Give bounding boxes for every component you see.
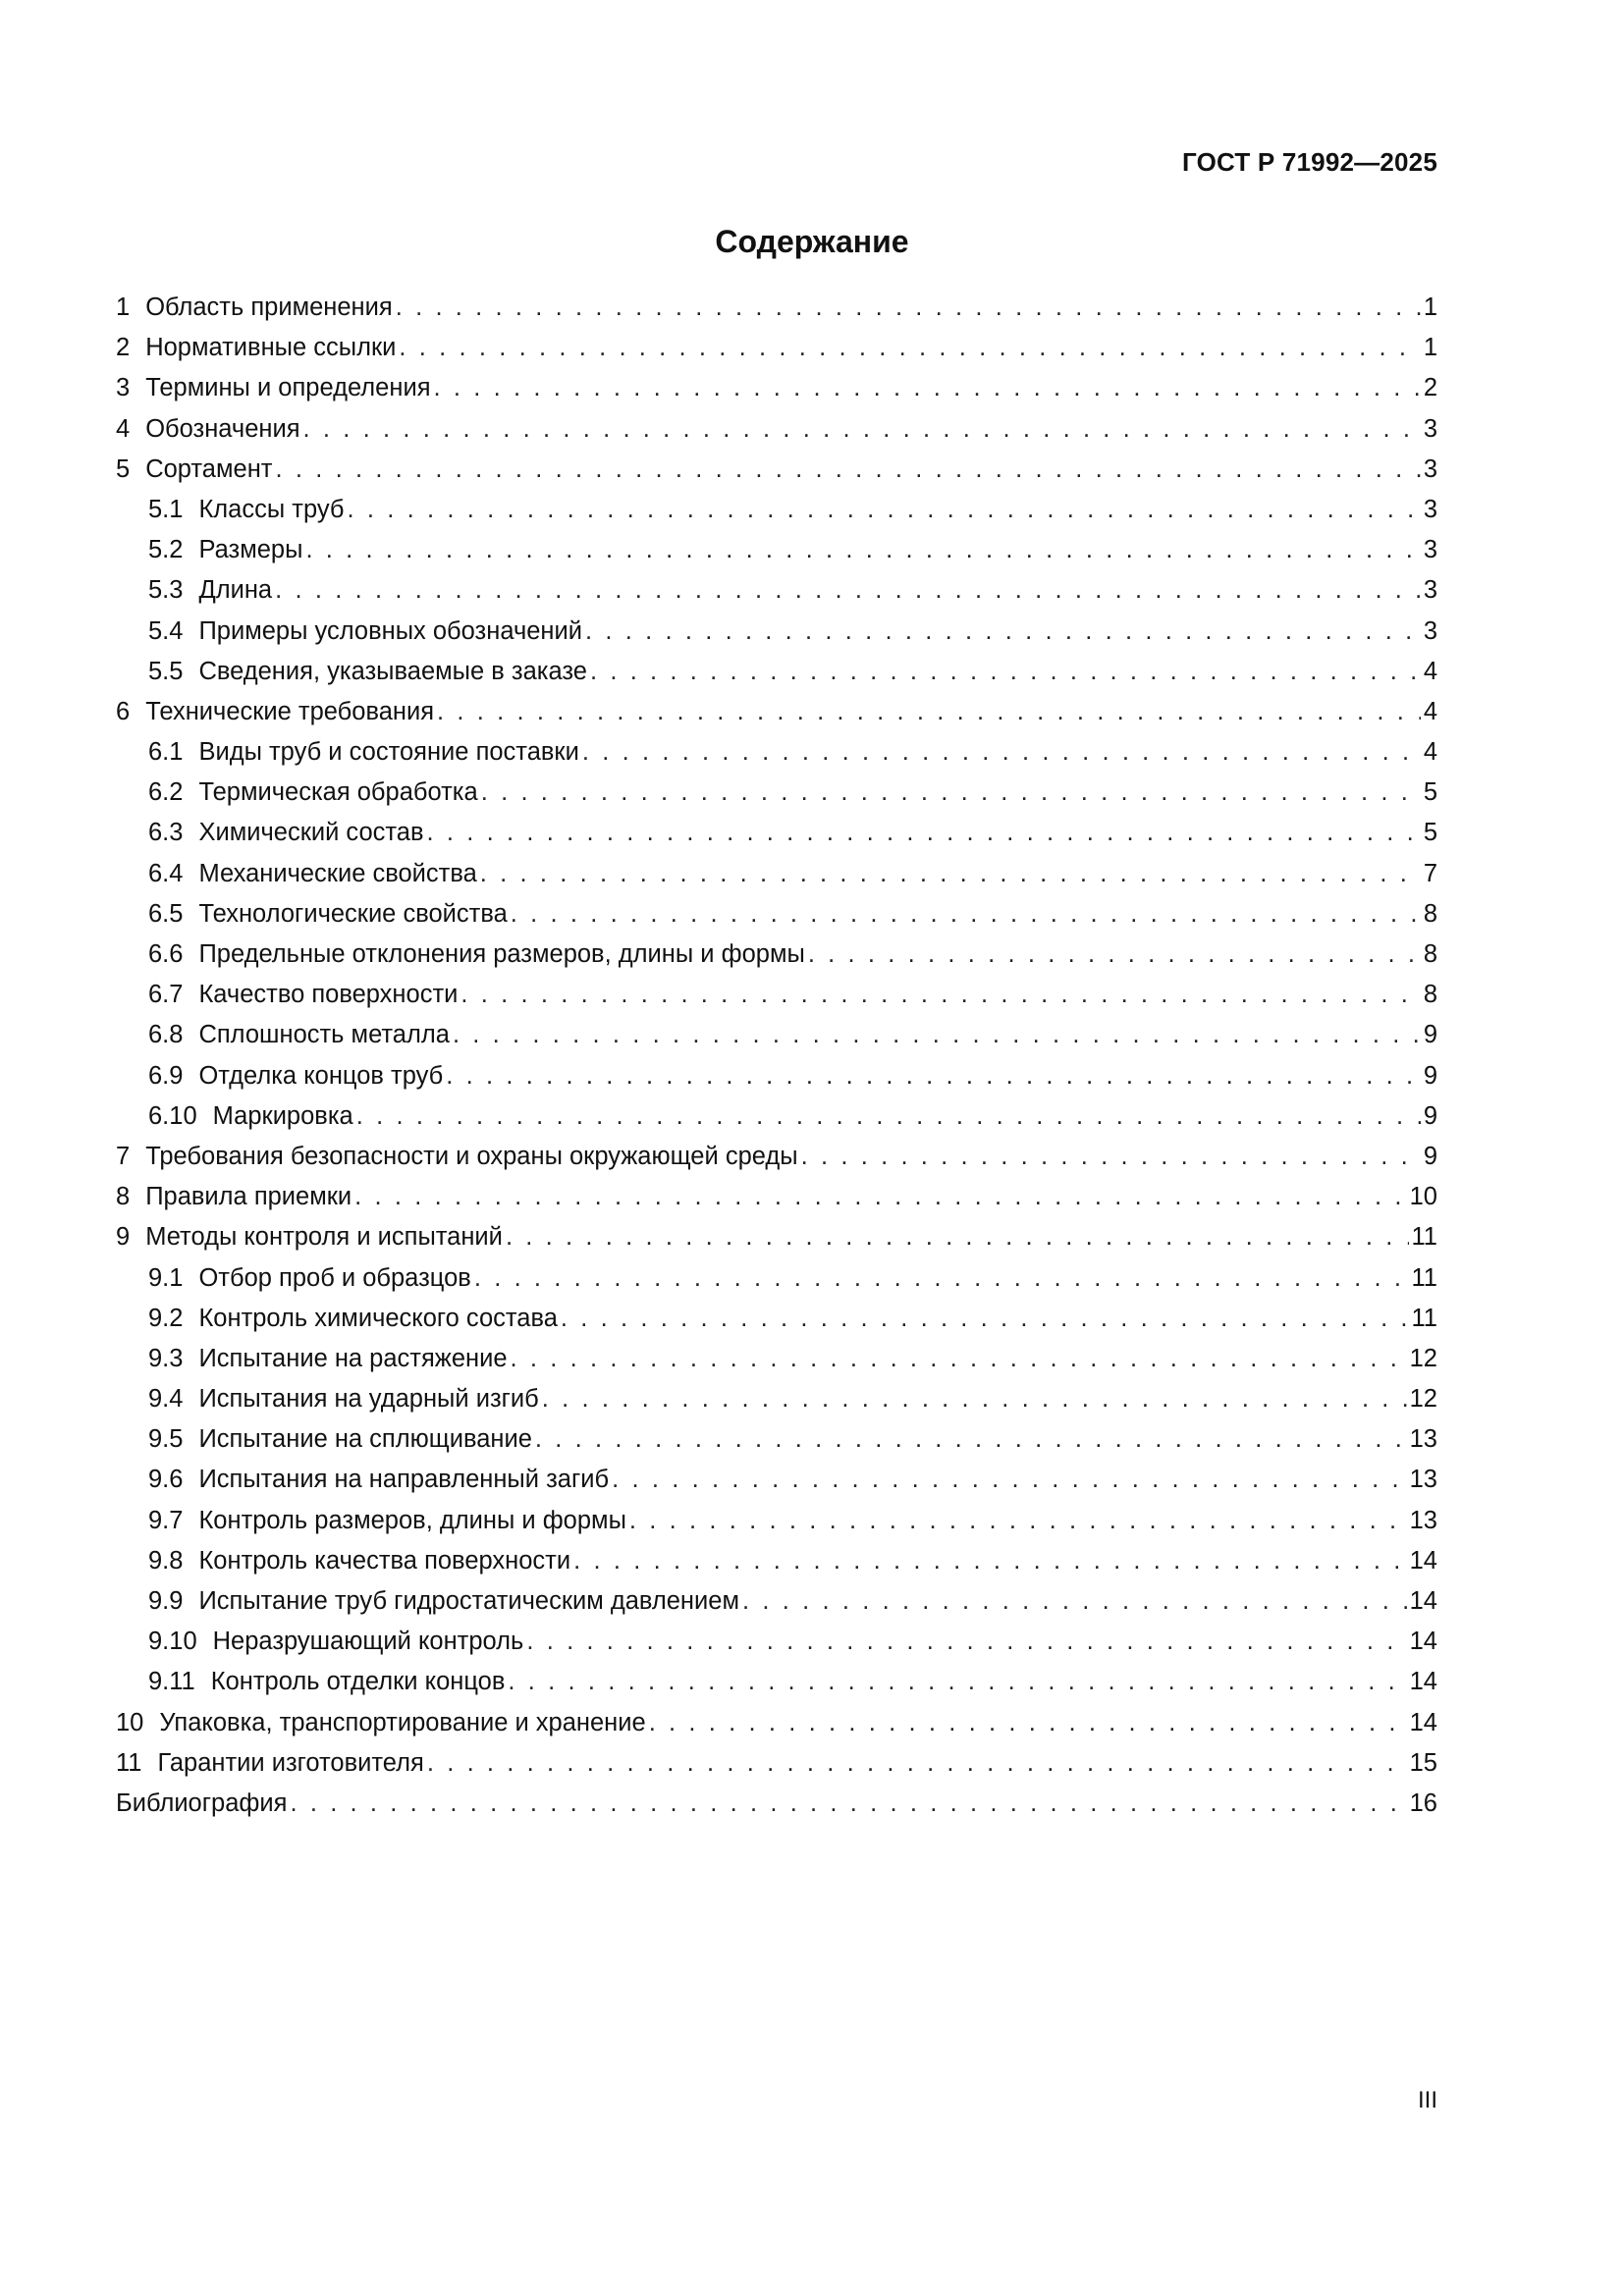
toc-entry-page: 12 — [1409, 1385, 1437, 1414]
toc-title: Содержание — [715, 224, 909, 259]
toc-entry-page: 1 — [1423, 334, 1437, 362]
toc-entry-page: 11 — [1411, 1263, 1437, 1292]
toc-entry-title: Химический состав — [198, 819, 424, 847]
toc-entry-title: Технические требования — [145, 697, 435, 725]
toc-entry-number: 5.5 — [148, 657, 184, 685]
toc-entry-number: 5.1 — [148, 495, 184, 523]
toc-entry[interactable] — [116, 1541, 1437, 1581]
toc-entry-page: 15 — [1409, 1748, 1437, 1777]
toc-dot-leader — [356, 1096, 1421, 1137]
toc-entry-page: 1 — [1423, 294, 1437, 321]
toc-dot-leader — [460, 975, 1420, 1015]
toc-dot-leader — [434, 368, 1421, 408]
toc-entry[interactable] — [116, 1299, 1437, 1339]
toc-entry[interactable] — [116, 1096, 1437, 1137]
toc-entry-page: 2 — [1423, 374, 1437, 402]
toc-entry-page: 14 — [1409, 1668, 1437, 1696]
toc-entry-number: 6.5 — [148, 899, 184, 928]
toc-entry-page: 3 — [1423, 576, 1437, 605]
toc-entry-page: 3 — [1423, 495, 1437, 523]
toc-entry-page: 13 — [1409, 1466, 1437, 1494]
toc-entry[interactable] — [116, 1501, 1437, 1541]
toc-dot-leader — [275, 450, 1420, 490]
toc-entry-title: Нормативные ссылки — [145, 334, 397, 362]
toc-entry[interactable] — [116, 1703, 1437, 1743]
toc-entry[interactable] — [116, 1056, 1437, 1096]
toc-entry-title: Предельные отклонения размеров, длины и формы — [198, 940, 805, 968]
toc-entry[interactable] — [116, 1622, 1437, 1662]
toc-entry-title: Неразрушающий контроль — [212, 1628, 524, 1656]
toc-entry[interactable] — [116, 1460, 1437, 1500]
toc-entry-page: 11 — [1411, 1223, 1437, 1252]
toc-entry-title: Термическая обработка — [198, 778, 478, 807]
toc-entry-page: 13 — [1409, 1506, 1437, 1534]
toc-dot-leader — [303, 409, 1421, 450]
toc-dot-leader — [348, 490, 1421, 530]
toc-entry-number: 9.8 — [148, 1546, 184, 1575]
toc-entry[interactable] — [116, 1217, 1437, 1257]
toc-dot-leader — [305, 530, 1420, 570]
toc-entry-page: 3 — [1423, 454, 1437, 483]
toc-dot-leader — [629, 1501, 1407, 1541]
toc-dot-leader — [480, 854, 1421, 894]
toc-entry-page: 8 — [1423, 940, 1437, 968]
toc-entry-number: 9.10 — [148, 1628, 197, 1656]
toc-entry-number: 6.9 — [148, 1061, 184, 1090]
toc-entry-number: 6.8 — [148, 1021, 184, 1049]
toc-entry[interactable] — [116, 1784, 1437, 1824]
toc-entry-title: Методы контроля и испытаний — [145, 1223, 503, 1252]
toc-entry[interactable] — [116, 652, 1437, 692]
toc-entry-number: 9.5 — [148, 1425, 184, 1454]
toc-entry-title: Сортамент — [145, 454, 273, 483]
toc-entry-title: Контроль размеров, длины и формы — [198, 1506, 626, 1534]
toc-entry-title: Маркировка — [212, 1101, 353, 1130]
toc-entry-number: 6.6 — [148, 940, 184, 968]
page-number: III — [1417, 2087, 1437, 2113]
toc-dot-leader — [508, 1662, 1406, 1702]
toc-entry-number: 7 — [116, 1142, 131, 1170]
toc-entry-title: Механические свойства — [198, 859, 477, 887]
toc-entry-page: 13 — [1409, 1425, 1437, 1454]
toc-entry-title: Отделка концов труб — [198, 1061, 444, 1090]
toc-entry-page: 7 — [1423, 859, 1437, 887]
toc-dot-leader — [506, 1217, 1409, 1257]
toc-entry-number: 5.3 — [148, 576, 184, 605]
toc-entry-title: Испытание на сплющивание — [198, 1425, 532, 1454]
toc-entry-number: 5 — [116, 454, 131, 483]
toc-entry-page: 9 — [1423, 1142, 1437, 1170]
toc-entry-title: Качество поверхности — [198, 981, 459, 1009]
toc-entry-page: 8 — [1423, 981, 1437, 1009]
toc-entry-page: 14 — [1409, 1708, 1437, 1736]
toc-entry-title: Правила приемки — [145, 1183, 352, 1211]
toc-dot-leader — [427, 1743, 1407, 1784]
toc-dot-leader — [446, 1056, 1421, 1096]
toc-entry-page: 14 — [1409, 1546, 1437, 1575]
toc-entry[interactable] — [116, 732, 1437, 773]
toc-dot-leader — [808, 934, 1421, 975]
toc-entry-page: 4 — [1423, 657, 1437, 685]
toc-entry-number: 10 — [116, 1708, 144, 1736]
toc-entry-title: Размеры — [198, 536, 303, 564]
toc-entry[interactable] — [116, 1581, 1437, 1622]
toc-dot-leader — [612, 1460, 1407, 1500]
toc-dot-leader — [427, 813, 1421, 853]
toc-dot-leader — [526, 1622, 1406, 1662]
toc-entry-title: Примеры условных обозначений — [198, 616, 582, 645]
toc-entry-number: 9.1 — [148, 1263, 184, 1292]
toc-entry-page: 14 — [1409, 1628, 1437, 1656]
toc-entry-title: Испытания на ударный изгиб — [198, 1385, 539, 1414]
toc-entry-number: 5.4 — [148, 616, 184, 645]
toc-entry-number: 9 — [116, 1223, 131, 1252]
toc-entry-number: 6.4 — [148, 859, 184, 887]
toc-entry-number: 9.4 — [148, 1385, 184, 1414]
toc-entry-number: 4 — [116, 414, 131, 443]
toc-entry-title: Технологические свойства — [198, 899, 508, 928]
toc-entry[interactable] — [116, 1743, 1437, 1784]
toc-entry[interactable] — [116, 450, 1437, 490]
table-of-contents — [116, 288, 1437, 1824]
toc-entry-page: 9 — [1423, 1021, 1437, 1049]
toc-entry-number: 6.10 — [148, 1101, 197, 1130]
toc-entry[interactable] — [116, 409, 1437, 450]
toc-entry[interactable] — [116, 1379, 1437, 1419]
toc-entry-number: 8 — [116, 1183, 131, 1211]
toc-dot-leader — [585, 612, 1421, 652]
toc-dot-leader — [354, 1177, 1406, 1217]
toc-dot-leader — [742, 1581, 1407, 1622]
toc-dot-leader — [481, 773, 1421, 813]
toc-entry-number: 6.2 — [148, 778, 184, 807]
toc-entry[interactable] — [116, 1177, 1437, 1217]
toc-entry-number: 11 — [116, 1748, 142, 1777]
toc-entry-title: Библиография — [116, 1789, 288, 1817]
toc-entry-title: Упаковка, транспортирование и хранение — [159, 1708, 646, 1736]
toc-entry-page: 10 — [1409, 1183, 1437, 1211]
toc-entry[interactable] — [116, 1258, 1437, 1299]
toc-dot-leader — [275, 570, 1421, 611]
toc-entry-number: 9.7 — [148, 1506, 184, 1534]
toc-entry-page: 14 — [1409, 1587, 1437, 1615]
toc-dot-leader — [582, 732, 1421, 773]
toc-entry[interactable] — [116, 773, 1437, 813]
toc-entry-title: Испытания на направленный загиб — [198, 1466, 610, 1494]
toc-dot-leader — [474, 1258, 1409, 1299]
toc-entry[interactable] — [116, 530, 1437, 570]
toc-entry-number: 5.2 — [148, 536, 184, 564]
toc-entry-number: 6.7 — [148, 981, 184, 1009]
toc-entry[interactable] — [116, 1419, 1437, 1460]
toc-entry-page: 3 — [1423, 414, 1437, 443]
toc-entry-title: Классы труб — [198, 495, 345, 523]
toc-entry[interactable] — [116, 1339, 1437, 1379]
toc-entry-number: 9.6 — [148, 1466, 184, 1494]
toc-dot-leader — [649, 1703, 1407, 1743]
toc-dot-leader — [542, 1379, 1407, 1419]
toc-entry[interactable] — [116, 1137, 1437, 1177]
toc-entry[interactable] — [116, 894, 1437, 934]
toc-dot-leader — [437, 692, 1421, 732]
toc-dot-leader — [561, 1299, 1409, 1339]
toc-dot-leader — [511, 894, 1421, 934]
toc-entry-title: Сведения, указываемые в заказе — [198, 657, 587, 685]
toc-entry-page: 3 — [1423, 536, 1437, 564]
toc-entry-number: 3 — [116, 374, 131, 402]
toc-entry-number: 1 — [116, 294, 131, 321]
toc-dot-leader — [573, 1541, 1407, 1581]
toc-entry[interactable] — [116, 1015, 1437, 1055]
toc-entry-title: Область применения — [145, 294, 393, 321]
toc-entry-title: Длина — [198, 576, 273, 605]
toc-entry-page: 4 — [1423, 697, 1437, 725]
toc-entry-title: Виды труб и состояние поставки — [198, 738, 579, 767]
toc-entry-number: 2 — [116, 334, 131, 362]
toc-entry[interactable] — [116, 612, 1437, 652]
toc-entry-title: Испытание труб гидростатическим давлением — [198, 1587, 739, 1615]
toc-entry-title: Испытание на растяжение — [198, 1344, 508, 1372]
toc-entry-number: 9.9 — [148, 1587, 184, 1615]
toc-entry[interactable] — [116, 813, 1437, 853]
toc-entry-page: 8 — [1423, 899, 1437, 928]
toc-dot-leader — [801, 1137, 1421, 1177]
toc-dot-leader — [453, 1015, 1421, 1055]
toc-dot-leader — [290, 1784, 1406, 1824]
document-designation: ГОСТ Р 71992—2025 — [1182, 147, 1437, 177]
toc-entry-number: 9.2 — [148, 1304, 184, 1332]
toc-entry-page: 12 — [1409, 1344, 1437, 1372]
toc-entry-number: 9.11 — [148, 1668, 195, 1696]
toc-entry-title: Контроль отделки концов — [210, 1668, 506, 1696]
toc-entry[interactable] — [116, 490, 1437, 530]
toc-entry[interactable] — [116, 975, 1437, 1015]
toc-entry-number: 6.3 — [148, 819, 184, 847]
toc-entry[interactable] — [116, 934, 1437, 975]
toc-entry-title: Контроль химического состава — [198, 1304, 558, 1332]
toc-entry-title: Контроль качества поверхности — [198, 1546, 571, 1575]
toc-entry-page: 5 — [1423, 778, 1437, 807]
toc-entry-title: Сплошность металла — [198, 1021, 450, 1049]
toc-entry[interactable] — [116, 570, 1437, 611]
toc-entry[interactable] — [116, 288, 1437, 328]
toc-entry[interactable] — [116, 368, 1437, 408]
toc-entry[interactable] — [116, 854, 1437, 894]
toc-entry-page: 9 — [1423, 1101, 1437, 1130]
toc-dot-leader — [535, 1419, 1407, 1460]
toc-entry-page: 5 — [1423, 819, 1437, 847]
toc-entry-page: 3 — [1423, 616, 1437, 645]
toc-entry-page: 16 — [1409, 1789, 1437, 1817]
toc-entry-title: Отбор проб и образцов — [198, 1263, 471, 1292]
toc-entry-number: 6.1 — [148, 738, 184, 767]
toc-entry[interactable] — [116, 1662, 1437, 1702]
toc-entry-page: 11 — [1411, 1304, 1437, 1332]
toc-dot-leader — [590, 652, 1421, 692]
toc-entry[interactable] — [116, 328, 1437, 368]
toc-entry[interactable] — [116, 692, 1437, 732]
toc-entry-title: Требования безопасности и охраны окружающей среды — [145, 1142, 798, 1170]
toc-entry-title: Гарантии изготовителя — [157, 1748, 424, 1777]
toc-dot-leader — [511, 1339, 1407, 1379]
toc-entry-title: Обозначения — [145, 414, 300, 443]
toc-entry-number: 6 — [116, 697, 131, 725]
toc-entry-page: 4 — [1423, 738, 1437, 767]
toc-entry-page: 9 — [1423, 1061, 1437, 1090]
toc-entry-title: Термины и определения — [145, 374, 431, 402]
toc-entry-number: 9.3 — [148, 1344, 184, 1372]
toc-dot-leader — [396, 288, 1421, 328]
toc-dot-leader — [399, 328, 1420, 368]
